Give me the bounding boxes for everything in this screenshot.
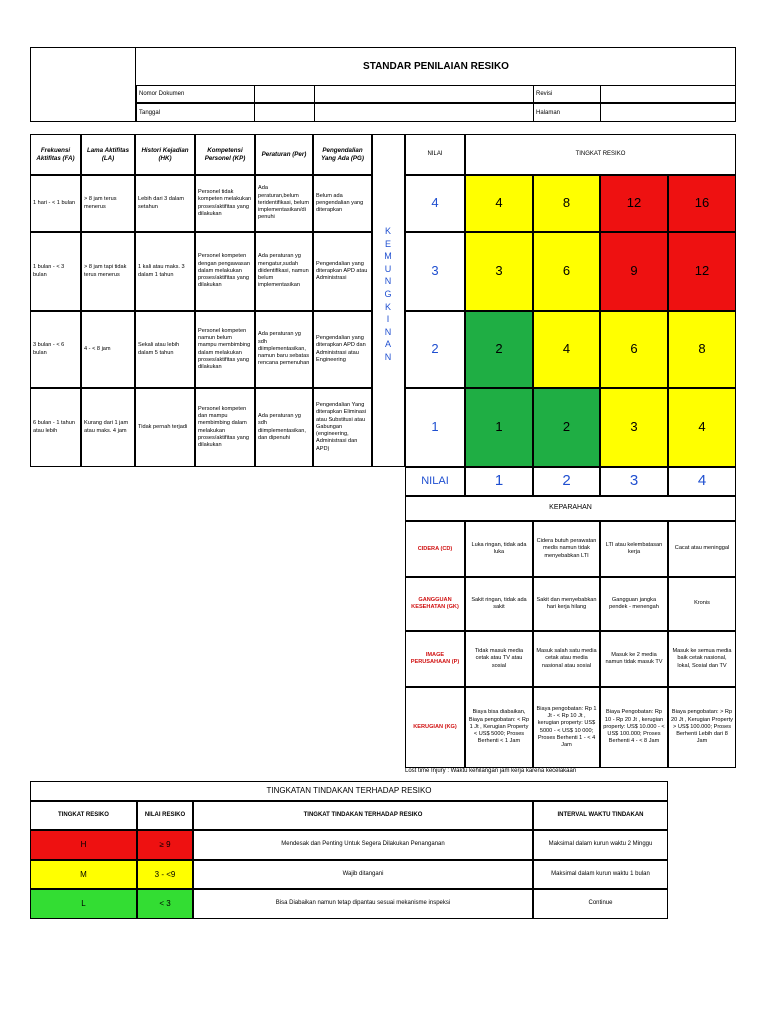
criteria-header: Histori Kejadian (HK) bbox=[135, 134, 195, 175]
matrix-col-nilai: 1 bbox=[465, 467, 533, 496]
action-header: NILAI RESIKO bbox=[137, 801, 193, 830]
matrix-cell: 9 bbox=[600, 232, 668, 311]
revisi-label: Revisi bbox=[536, 91, 553, 97]
severity-cell: Masuk ke 2 media namun tidak masuk TV bbox=[600, 631, 668, 687]
criteria-cell: > 8 jam terus menerus bbox=[81, 175, 135, 232]
matrix-cell: 6 bbox=[533, 232, 600, 311]
matrix-cell: 4 bbox=[668, 388, 736, 467]
criteria-cell: 4 - < 8 jam bbox=[81, 311, 135, 388]
severity-cell: Cidera butuh perawatan medis namun tidak menyebabkan LTI bbox=[533, 521, 600, 577]
action-header: TINGKAT RESIKO bbox=[30, 801, 137, 830]
action-interval: Maksimal dalam kurun waktu 2 Minggu bbox=[533, 830, 668, 860]
severity-cell: Sakit ringan, tidak ada sakit bbox=[465, 577, 533, 631]
action-nilai: < 3 bbox=[137, 889, 193, 919]
criteria-cell: Pengendalian Yang diterapkan Eliminasi atau Substitusi atau Gabungan (engineering, Administrasi dan APD) bbox=[313, 388, 372, 467]
criteria-cell: Lebih dari 3 dalam setahun bbox=[135, 175, 195, 232]
kemungkinan-letter: M bbox=[384, 251, 392, 262]
action-header: TINGKAT TINDAKAN TERHADAP RESIKO bbox=[193, 801, 533, 830]
matrix-bottom-nilai-label: NILAI bbox=[405, 467, 465, 496]
kemungkinan-letter: N bbox=[384, 326, 392, 337]
criteria-cell: Ada peraturan,belum teridentifikasi, belum implementasikan/di penuhi bbox=[255, 175, 313, 232]
criteria-cell: Kurang dari 1 jam atau maks. 4 jam bbox=[81, 388, 135, 467]
severity-cell: Tidak masuk media cetak atau TV atau sosial bbox=[465, 631, 533, 687]
matrix-col-nilai: 3 bbox=[600, 467, 668, 496]
lti-note: Lost time Injury : Waktu kehilangan jam kerja karena kecelakaan bbox=[405, 768, 577, 774]
severity-cell: Sakit dan menyebabkan hari kerja hilang bbox=[533, 577, 600, 631]
matrix-cell: 16 bbox=[668, 175, 736, 232]
severity-cell: Cacat atau meninggal bbox=[668, 521, 736, 577]
action-level: L bbox=[30, 889, 137, 919]
criteria-cell: Personel tidak kompeten melakukan proses/aktifitas yang dilakukan bbox=[195, 175, 255, 232]
meta-divider bbox=[314, 85, 315, 122]
criteria-cell: Personel kompeten dengan pengawasan dalam melakukan proses/aktifitas yang dilakukan bbox=[195, 232, 255, 311]
matrix-cell: 8 bbox=[533, 175, 600, 232]
severity-label: KERUGIAN (KG) bbox=[405, 687, 465, 768]
criteria-header: Frekuensi Aktifitas (FA) bbox=[30, 134, 81, 175]
matrix-cell: 4 bbox=[465, 175, 533, 232]
action-nilai: ≥ 9 bbox=[137, 830, 193, 860]
criteria-cell: Pengendalian yang diterapkan APD atau Administrasi bbox=[313, 232, 372, 311]
criteria-cell: Belum ada pengendalian yang diterapkan bbox=[313, 175, 372, 232]
kemungkinan-letter: N bbox=[384, 351, 392, 362]
criteria-header: Peraturan (Per) bbox=[255, 134, 313, 175]
criteria-cell: 1 bulan - < 3 bulan bbox=[30, 232, 81, 311]
kemungkinan-letter: U bbox=[384, 263, 392, 274]
severity-label: IMAGE PERUSAHAAN (P) bbox=[405, 631, 465, 687]
action-interval: Continue bbox=[533, 889, 668, 919]
action-nilai: 3 - <9 bbox=[137, 860, 193, 889]
nomor-dokumen-label: Nomor Dokumen bbox=[139, 91, 185, 97]
criteria-cell: 6 bulan - 1 tahun atau lebih bbox=[30, 388, 81, 467]
criteria-cell: Ada peraturan yg sdh diimplementasikan, dan dipenuhi bbox=[255, 388, 313, 467]
kemungkinan-letter: E bbox=[384, 238, 391, 249]
matrix-row-nilai: 3 bbox=[405, 232, 465, 311]
matrix-cell: 3 bbox=[600, 388, 668, 467]
matrix-nilai-header: NILAI bbox=[405, 134, 465, 175]
matrix-cell: 2 bbox=[465, 311, 533, 388]
criteria-cell: Tidak pernah terjadi bbox=[135, 388, 195, 467]
meta-divider bbox=[254, 85, 255, 122]
matrix-row-nilai: 4 bbox=[405, 175, 465, 232]
action-header: INTERVAL WAKTU TINDAKAN bbox=[533, 801, 668, 830]
matrix-col-nilai: 2 bbox=[533, 467, 600, 496]
criteria-cell: Ada peraturan yg sdh diimplementasikan, namun baru sebatas rencana pemenuhan bbox=[255, 311, 313, 388]
tanggal-label: Tanggal bbox=[139, 109, 161, 116]
document-title: STANDAR PENILAIAN RESIKO bbox=[363, 60, 509, 72]
matrix-row-nilai: 1 bbox=[405, 388, 465, 467]
meta-divider bbox=[600, 85, 601, 122]
criteria-cell: Sekali atau lebih dalam 5 tahun bbox=[135, 311, 195, 388]
matrix-row-nilai: 2 bbox=[405, 311, 465, 388]
criteria-header: Pengendalian Yang Ada (PG) bbox=[313, 134, 372, 175]
logo-box bbox=[30, 47, 136, 122]
matrix-cell: 2 bbox=[533, 388, 600, 467]
matrix-cell: 6 bbox=[600, 311, 668, 388]
kemungkinan-letter: A bbox=[384, 339, 391, 350]
action-tindakan: Mendesak dan Penting Untuk Segera Dilakukan Penanganan bbox=[193, 830, 533, 860]
severity-label: GANGGUAN KESEHATAN (GK) bbox=[405, 577, 465, 631]
matrix-cell: 8 bbox=[668, 311, 736, 388]
severity-label: CIDERA (CD) bbox=[405, 521, 465, 577]
kemungkinan-letter: K bbox=[384, 301, 391, 312]
matrix-col-nilai: 4 bbox=[668, 467, 736, 496]
severity-cell: Biaya bisa diabaikan, Biaya pengobatan: < Rp 1 Jt , Kerugian Property < US$ 5000; Proses Berhenti < 1 Jam bbox=[465, 687, 533, 768]
criteria-cell: Ada peraturan yg mengatur,sudah diidentifikasi, namun belum implementasikan bbox=[255, 232, 313, 311]
kemungkinan-letter: I bbox=[386, 314, 390, 325]
matrix-cell: 1 bbox=[465, 388, 533, 467]
action-level: M bbox=[30, 860, 137, 889]
keparahan-header: KEPARAHAN bbox=[405, 496, 736, 521]
criteria-cell: Personel kompeten namun belum mampu membimbing dalam melakukan proses/aktifitas yang dilakukan bbox=[195, 311, 255, 388]
action-tindakan: Wajib ditangani bbox=[193, 860, 533, 889]
action-table-title: TINGKATAN TINDAKAN TERHADAP RESIKO bbox=[30, 781, 668, 801]
criteria-cell: 3 bulan - < 6 bulan bbox=[30, 311, 81, 388]
kemungkinan-letter: K bbox=[384, 226, 391, 236]
halaman-label: Halaman bbox=[536, 109, 561, 116]
criteria-cell: 1 hari - < 1 bulan bbox=[30, 175, 81, 232]
severity-cell: LTI atau kelembatasan kerja bbox=[600, 521, 668, 577]
matrix-cell: 12 bbox=[600, 175, 668, 232]
action-interval: Maksimal dalam kurun waktu 1 bulan bbox=[533, 860, 668, 889]
kemungkinan-letter: N bbox=[384, 276, 392, 287]
matrix-cell: 3 bbox=[465, 232, 533, 311]
kemungkinan-letter: G bbox=[384, 288, 392, 299]
action-level: H bbox=[30, 830, 137, 860]
severity-cell: Biaya Pengobatan: Rp 10 - Rp 20 Jt , kerugian property: US$ 10.000 - < US$ 100.000; Proses Berhenti 4 - < 8 Jam bbox=[600, 687, 668, 768]
severity-cell: Biaya pengobatan: > Rp 20 Jt , Kerugian Property > US$ 100.000; Proses Berhenti Lebih dari 8 Jam bbox=[668, 687, 736, 768]
criteria-cell: Pengendalian yang diterapkan APD dan Administrasi atau Engineering bbox=[313, 311, 372, 388]
severity-cell: Gangguan jangka pendek - menengah bbox=[600, 577, 668, 631]
matrix-cell: 4 bbox=[533, 311, 600, 388]
matrix-cell: 12 bbox=[668, 232, 736, 311]
criteria-cell: > 8 jam tapi tidak terus menerus bbox=[81, 232, 135, 311]
action-tindakan: Bisa Diabaikan namun tetap dipantau sesuai mekanisme inspeksi bbox=[193, 889, 533, 919]
severity-cell: Masuk ke semua media baik cetak nasional, lokal, Sosial dan TV bbox=[668, 631, 736, 687]
criteria-cell: 1 kali atau maks. 3 dalam 1 tahun bbox=[135, 232, 195, 311]
matrix-tingkat-header: TINGKAT RESIKO bbox=[465, 134, 736, 175]
severity-cell: Masuk salah satu media cetak atau media nasional atau sosial bbox=[533, 631, 600, 687]
severity-cell: Kronis bbox=[668, 577, 736, 631]
criteria-cell: Personel kompeten dan mampu membimbing dalam melakukan proses/aktifitas yang dilakukan bbox=[195, 388, 255, 467]
severity-cell: Luka ringan, tidak ada luka bbox=[465, 521, 533, 577]
severity-cell: Biaya pengobatan: Rp 1 Jt - < Rp 10 Jt , kerugian property: US$ 5000 - < US$ 10 000; Proses Berhenti 1 - < 4 Jam bbox=[533, 687, 600, 768]
criteria-header: Kompetensi Personel (KP) bbox=[195, 134, 255, 175]
kemungkinan-label bbox=[378, 225, 398, 385]
criteria-header: Lama Aktifitas (LA) bbox=[81, 134, 135, 175]
